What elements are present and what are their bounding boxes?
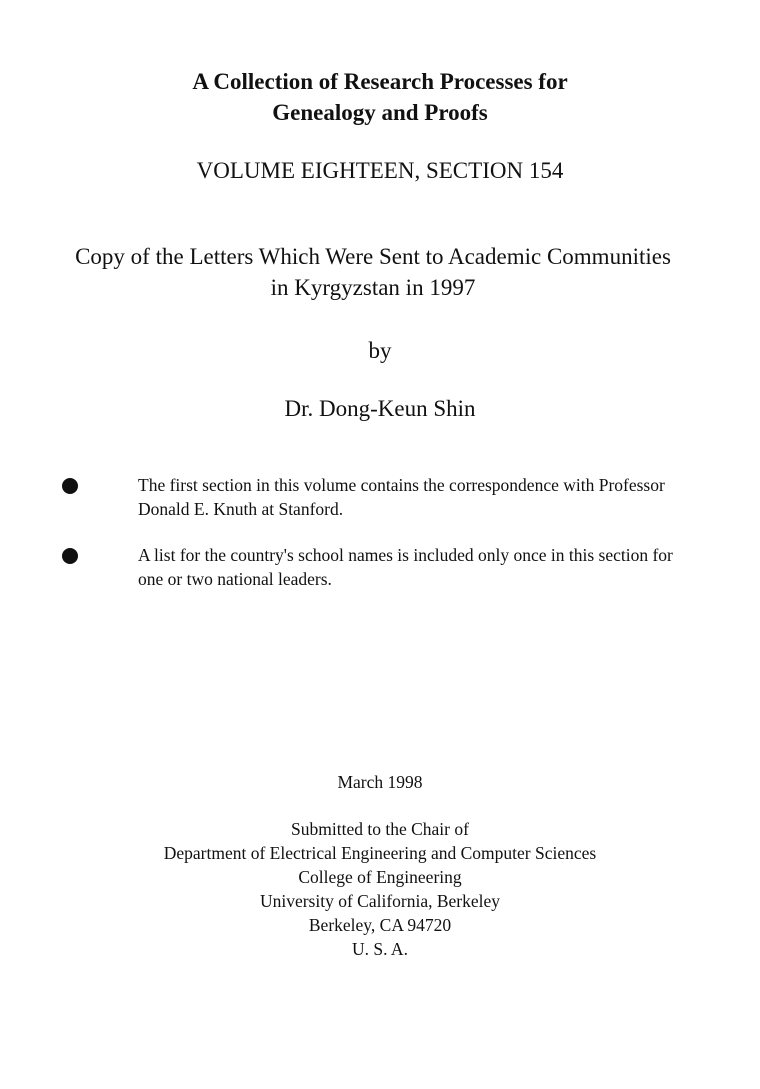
submission-date: March 1998 — [337, 772, 423, 792]
bullet-line: Donald E. Knuth at Stanford. — [138, 499, 344, 519]
university-line: University of California, Berkeley — [259, 891, 501, 911]
volume-section-heading: VOLUME EIGHTEEN, SECTION 154 — [196, 158, 564, 183]
bullet-dot-icon — [62, 548, 78, 564]
title-line: Genealogy and Proofs — [272, 100, 488, 125]
address-line: Berkeley, CA 94720 — [308, 915, 452, 935]
document-title — [0, 66, 760, 128]
submission-block — [0, 817, 760, 961]
subject-heading — [0, 241, 746, 303]
title-line: A Collection of Research Processes for — [192, 69, 568, 94]
country-line: U. S. A. — [352, 939, 408, 959]
by-label: by — [368, 338, 392, 363]
bullet-text — [138, 543, 718, 591]
subject-line: in Kyrgyzstan in 1997 — [270, 275, 476, 300]
college-line: College of Engineering — [298, 867, 462, 887]
bullet-item — [0, 543, 760, 613]
author-name: Dr. Dong-Keun Shin — [284, 396, 476, 421]
bullet-dot-icon — [62, 478, 78, 494]
bullet-text — [138, 473, 718, 521]
bullet-item — [0, 473, 760, 543]
bullet-line: The first section in this volume contains the correspondence with Professor — [138, 475, 665, 495]
bullet-line: one or two national leaders. — [138, 569, 332, 589]
submission-line: Submitted to the Chair of — [291, 819, 469, 839]
bullet-line: A list for the country's school names is included only once in this section for — [138, 545, 673, 565]
department-line: Department of Electrical Engineering and Computer Sciences — [163, 843, 597, 863]
subject-line: Copy of the Letters Which Were Sent to Academic Communities — [75, 244, 671, 269]
bullet-list — [0, 473, 760, 613]
